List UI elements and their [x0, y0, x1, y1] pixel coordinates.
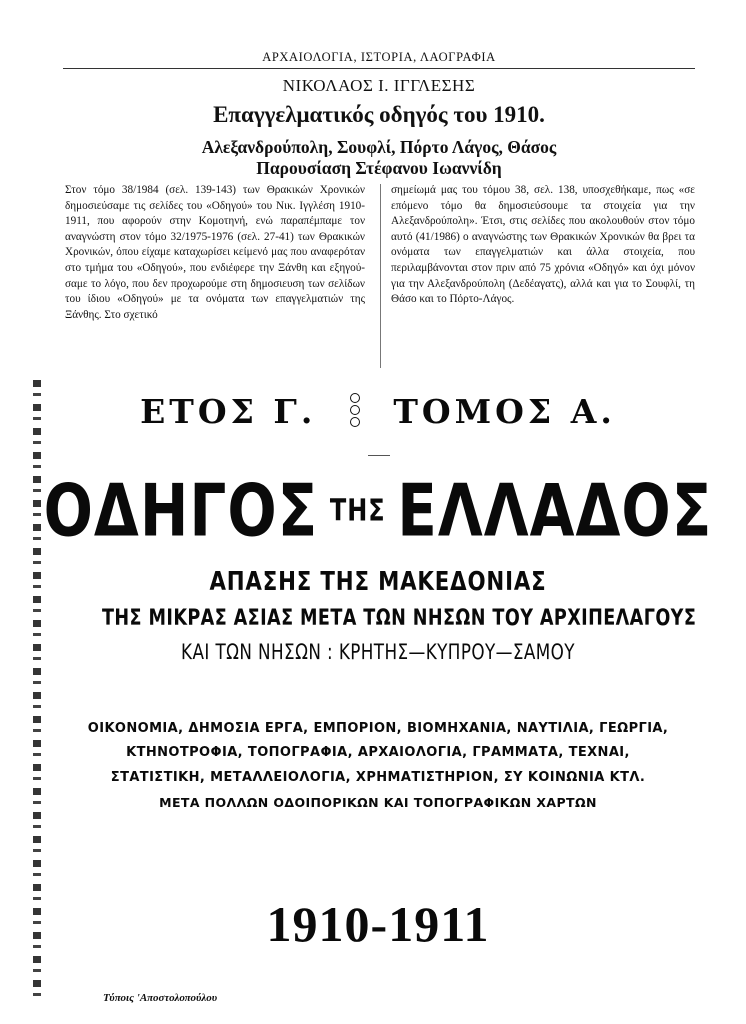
article-author: ΝΙΚΟΛΑΟΣ Ι. ΙΓΓΛΕΣΗΣ	[282, 76, 476, 95]
column-divider	[380, 184, 381, 368]
guide-topics-line-3: ΣΤΑΤΙΣΤΙΚΗ, ΜΕΤΑΛΛΕΙΟΛΟΓΙΑ, ΧΡΗΜΑΤΙΣΤΗΡΙΟΝ, ΣΥ ΚΟΙΝΩΝΙΑ ΚΤΛ.	[110, 770, 646, 785]
article-column-right: σημείωμά μας του τόμου 38, σελ. 138, υποσχεθήκαμε, πως «σε επόμενο τόμο θα δημοσιεύσουμε τα στοιχεία για την Αλεξανδρούπολη». Έτσι, στις σελίδες που ακολουθούν στον τόμο αυτό (41/1986) ο αναγνώστης των Θρακικών Χρονικών θα βρει τα ονόματα των επαγγελματιών και άλλα στοιχεία, που περιλαμβάνονται στον πριν από 75 χρόνια «Οδηγό» και όχι μόνον για την Αλεξανδρούπολη (Δεδέαγατς), αλλά και για το Σουφλί, τη Θάσο και το Πόρτο-Λάγος.	[391, 184, 695, 306]
guide-title	[30, 468, 726, 568]
article-column-left: Στον τόμο 38/1984 (σελ. 139-143) των Θρακικών Χρονικών δημοσιεύσαμε τις σελίδες του «Οδηγού» του Νικ. Ιγγλέση 1910-1911, που αφορούν στην Κομοτηνή, ενώ παραπέμπαμε τον αναγνώστη στον τόμο 32/1975-1976 (σελ. 27-41) των Θρακικών Χρονικών, όπου είχαμε καταχωρίσει κείμενό μας που αναφερόταν στο τμήμα του «Οδηγού», που ενδιέφερε την Ξάνθη και εξηγούσαμε το λόγο, που δεν προχωρούμε στη δημοσιευση των σελίδων του ίδιου «Οδηγού» με τα ονόματα των επαγγελματιών της Ξάνθης. Στο σχετικό	[65, 184, 365, 321]
guide-line-asia: ΤΗΣ ΜΙΚΡΑΣ ΑΣΙΑΣ ΜΕΤΑ ΤΩΝ ΝΗΣΩΝ ΤΟΥ ΑΡΧΙΠΕΛΑΓΟΥΣ	[102, 606, 697, 631]
guide-line-makedonia: ΑΠΑΣΗΣ ΤΗΣ ΜΑΚΕΔΟΝΙΑΣ	[209, 567, 547, 597]
guide-topics-line-1: ΟΙΚΟΝΟΜΙΑ, ΔΗΜΟΣΙΑ ΕΡΓΑ, ΕΜΠΟΡΙΟΝ, ΒΙΟΜΗΧΑΝΙΑ, ΝΑΥΤΙΛΙΑ, ΓΕΩΡΓΙΑ,	[87, 721, 669, 736]
edition-years: 1910-1911	[266, 896, 490, 952]
year-label: ΕΤΟΣ Γ.	[140, 392, 317, 431]
guide-title-word-2: ΕΛΛΑΔΟΣ	[397, 468, 713, 553]
guide-topics-line-2: ΚΤΗΝΟΤΡΟΦΙΑ, ΤΟΠΟΓΡΑΦΙΑ, ΑΡΧΑΙΟΛΟΓΙΑ, ΓΡΑΜΜΑΤΑ, ΤΕΧΝΑΙ,	[126, 745, 630, 760]
article-subtitle-presentation: Παρουσίαση Στέφανου Ιωαννίδη	[256, 158, 502, 178]
volume-label: ΤΟΜΟΣ Α.	[393, 392, 616, 431]
guide-title-word-1: ΟΔΗΓΟΣ	[43, 468, 319, 553]
year-volume-line	[33, 392, 723, 433]
running-head: ΑΡΧΑΙΟΛΟΓΙΑ, ΙΣΤΟΡΙΑ, ΛΑΟΓΡΑΦΙΑ	[262, 50, 496, 64]
article-title: Επαγγελματικός οδηγός του 1910.	[213, 102, 545, 127]
guide-topics-line-4: ΜΕΤΑ ΠΟΛΛΩΝ ΟΔΟΙΠΟΡΙΚΩΝ ΚΑΙ ΤΟΠΟΓΡΑΦΙΚΩΝ ΧΑΡΤΩΝ	[159, 795, 597, 810]
printer-imprint: Τύποις 'Αποστολοπούλου	[103, 992, 218, 1004]
header-rule	[63, 68, 695, 69]
guide-title-article: ΤΗΣ	[329, 493, 386, 528]
ornament-icon	[350, 391, 360, 429]
article-subtitle-places: Αλεξανδρούπολη, Σουφλί, Πόρτο Λάγος, Θάσος	[201, 137, 557, 157]
ornament-dash	[368, 455, 390, 456]
guide-line-islands: ΚΑΙ ΤΩΝ ΝΗΣΩΝ : ΚΡΗΤΗΣ—ΚΥΠΡΟΥ—ΣΑΜΟΥ	[181, 640, 575, 664]
